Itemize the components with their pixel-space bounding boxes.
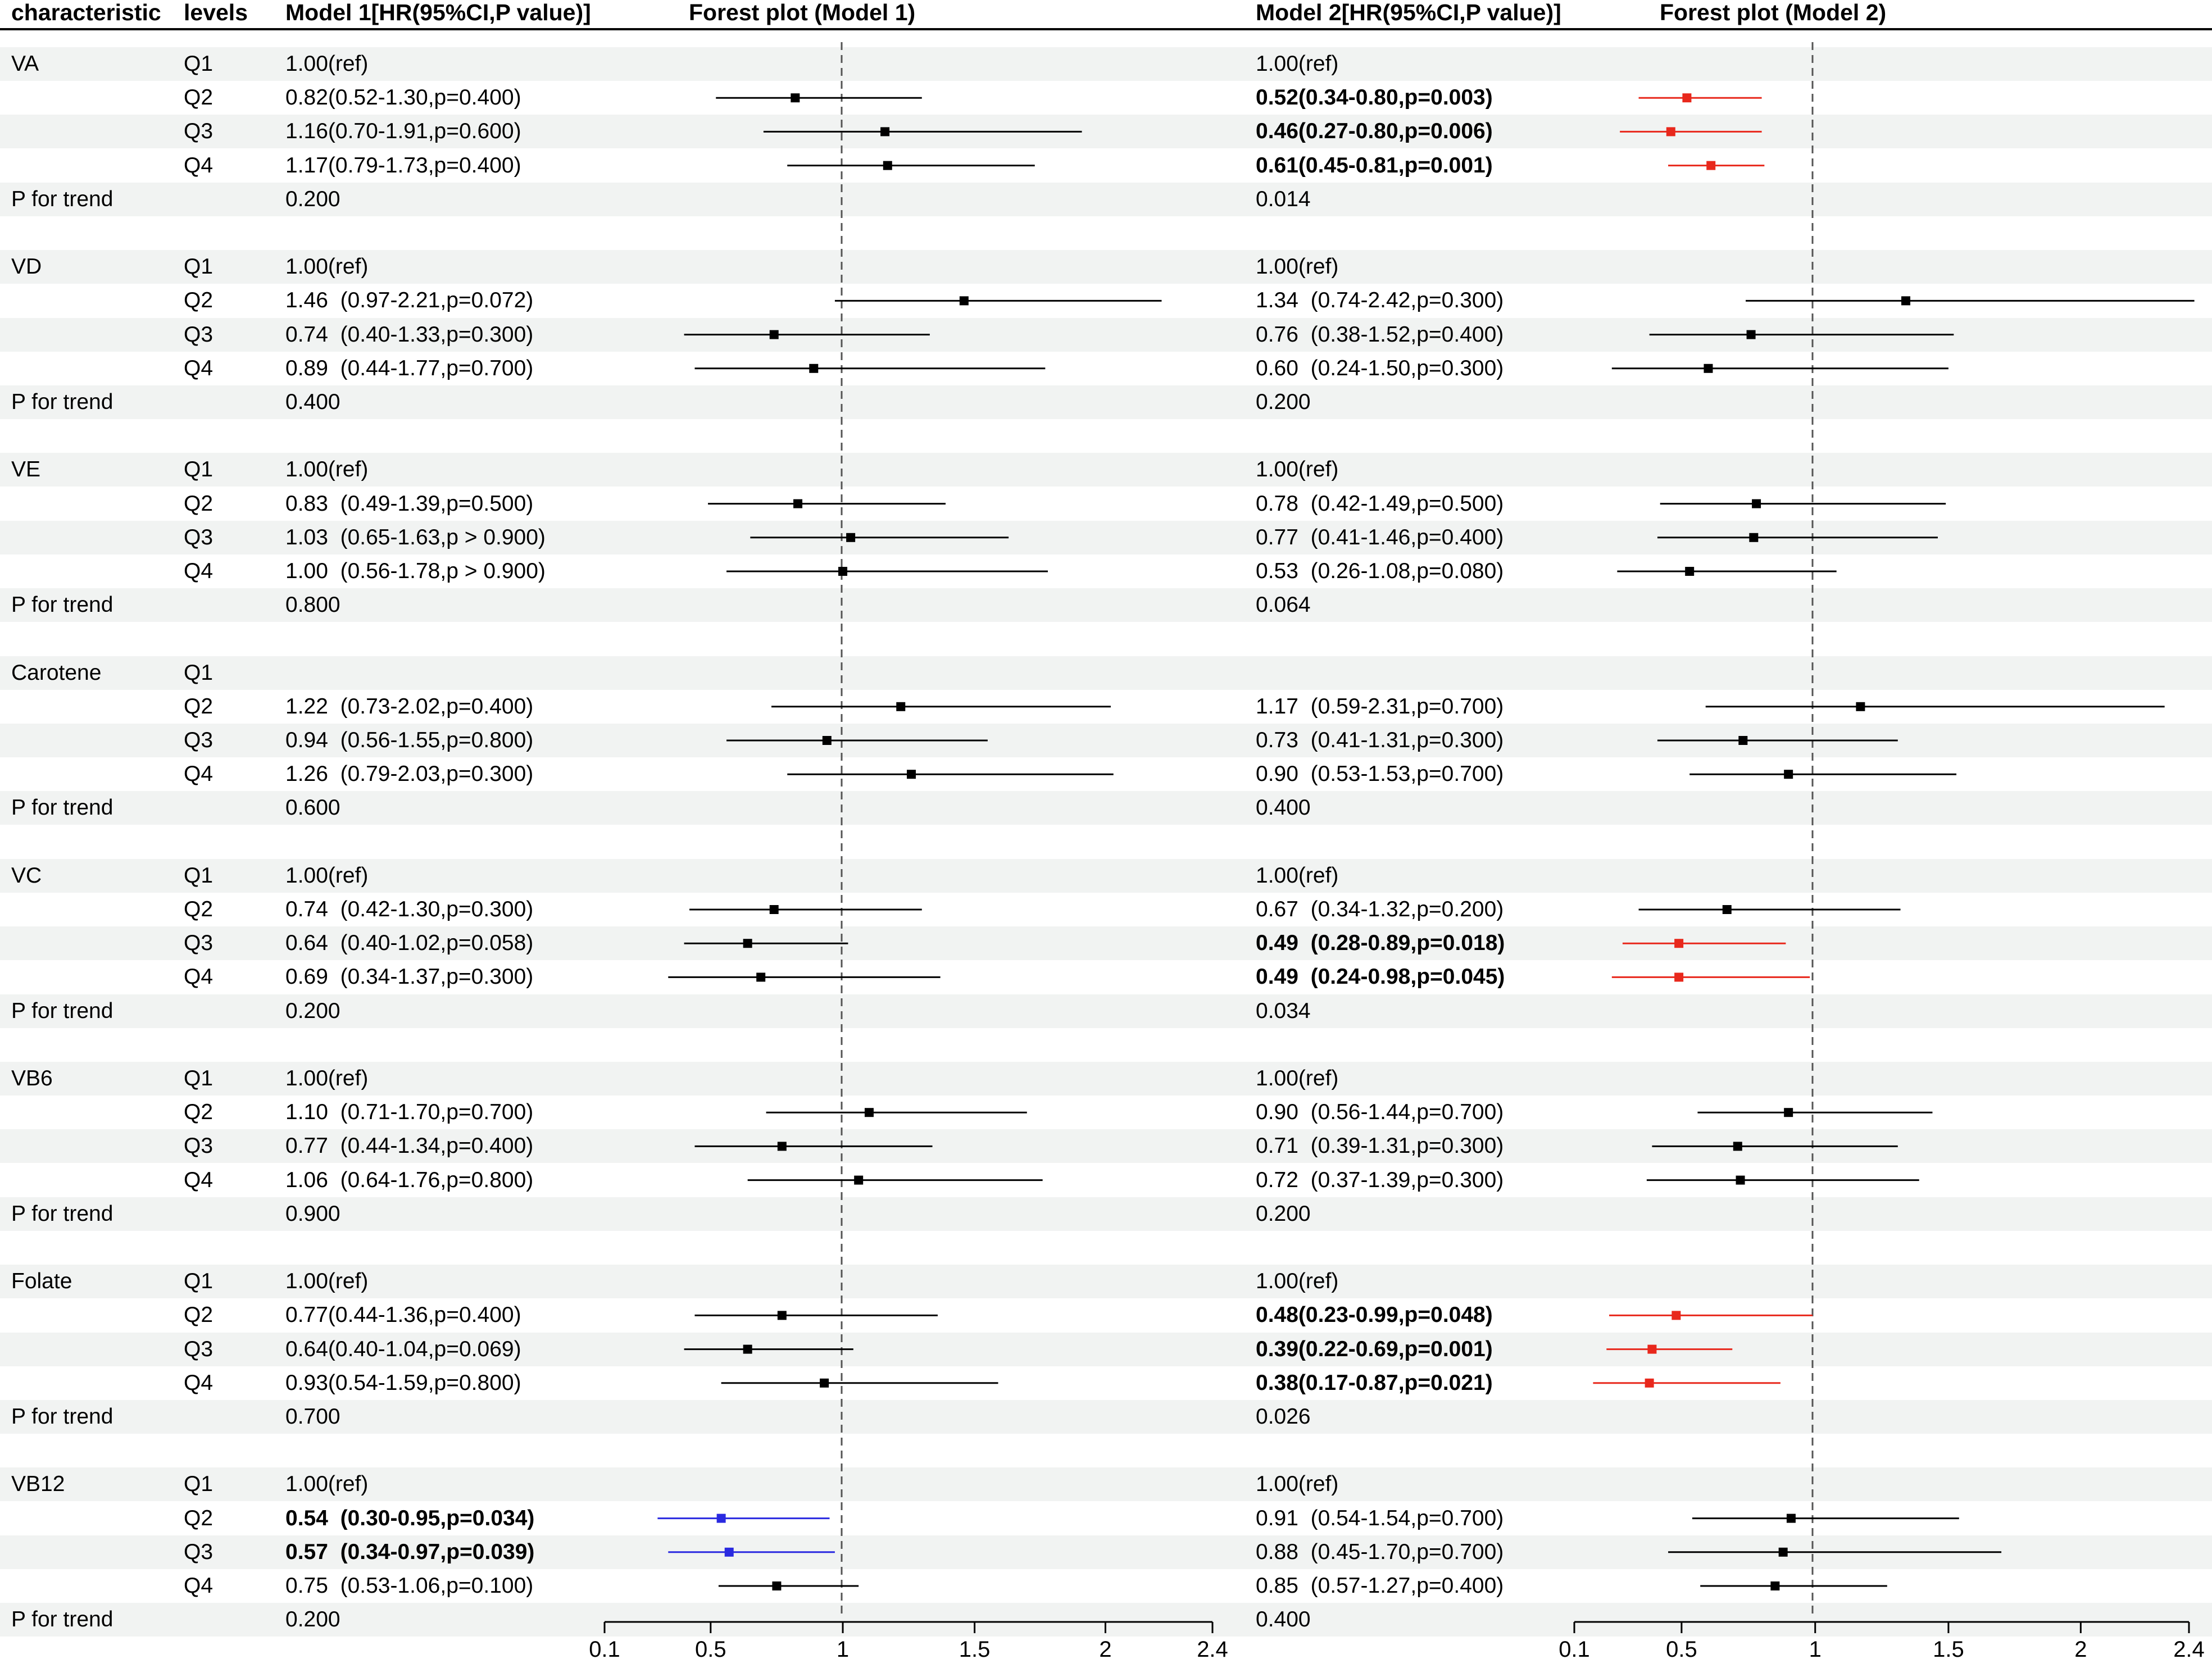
cell-model2: 0.48(0.23-0.99,p=0.048) <box>1256 1303 1493 1327</box>
cell-characteristic: P for trend <box>11 999 113 1023</box>
point-estimate-model1 <box>770 905 779 914</box>
cell-characteristic: P for trend <box>11 1405 113 1429</box>
point-estimate-model2 <box>1770 1581 1779 1590</box>
cell-model1: 1.00(ref) <box>285 457 369 481</box>
point-estimate-model1 <box>907 770 916 779</box>
cell-model1: 1.10 (0.71-1.70,p=0.700) <box>285 1100 534 1124</box>
point-estimate-model1 <box>883 161 892 170</box>
x-tick-label-model2: 1.5 <box>1933 1637 1964 1659</box>
cell-model2: 1.00(ref) <box>1256 457 1339 481</box>
cell-model2: 0.67 (0.34-1.32,p=0.200) <box>1256 897 1504 921</box>
point-estimate-model2 <box>1787 1514 1796 1523</box>
header-forest-plot-model2: Forest plot (Model 2) <box>1660 0 1887 25</box>
cell-level: Q4 <box>184 356 214 380</box>
x-tick-label-model1: 1.5 <box>959 1637 991 1659</box>
point-estimate-model2 <box>1747 330 1756 339</box>
cell-model1: 1.00(ref) <box>285 1066 369 1090</box>
cell-level: Q3 <box>184 525 214 549</box>
cell-model2: 0.49 (0.24-0.98,p=0.045) <box>1256 965 1505 989</box>
cell-model2: 0.034 <box>1256 999 1311 1023</box>
cell-model2: 1.17 (0.59-2.31,p=0.700) <box>1256 694 1504 719</box>
cell-model2: 1.00(ref) <box>1256 52 1339 76</box>
cell-model2: 0.200 <box>1256 1202 1311 1226</box>
cell-model1: 0.400 <box>285 390 340 414</box>
cell-level: Q4 <box>184 1371 214 1395</box>
cell-model1: 0.74 (0.42-1.30,p=0.300) <box>285 897 534 921</box>
cell-model2: 1.00(ref) <box>1256 1066 1339 1090</box>
cell-model2: 0.49 (0.28-0.89,p=0.018) <box>1256 931 1505 955</box>
cell-model1: 0.54 (0.30-0.95,p=0.034) <box>285 1506 535 1530</box>
cell-model2: 0.78 (0.42-1.49,p=0.500) <box>1256 492 1504 516</box>
cell-model1: 0.93(0.54-1.59,p=0.800) <box>285 1371 521 1395</box>
cell-model1: 0.64 (0.40-1.02,p=0.058) <box>285 931 534 955</box>
cell-model1: 1.00(ref) <box>285 254 369 279</box>
cell-level: Q3 <box>184 1337 214 1361</box>
cell-model2: 0.064 <box>1256 593 1311 617</box>
cell-model1: 1.06 (0.64-1.76,p=0.800) <box>285 1168 534 1192</box>
cell-level: Q4 <box>184 153 214 178</box>
cell-model2: 0.39(0.22-0.69,p=0.001) <box>1256 1337 1493 1361</box>
point-estimate-model1 <box>717 1514 726 1523</box>
x-tick-label-model2: 0.1 <box>1559 1637 1590 1659</box>
cell-level: Q1 <box>184 254 214 279</box>
cell-model1: 0.82(0.52-1.30,p=0.400) <box>285 85 521 110</box>
point-estimate-model1 <box>809 364 818 373</box>
point-estimate-model2 <box>1704 364 1713 373</box>
cell-level: Q4 <box>184 559 214 583</box>
header-model2: Model 2[HR(95%CI,P value)] <box>1256 0 1561 25</box>
x-tick-label-model2: 0.5 <box>1666 1637 1697 1659</box>
cell-characteristic: VB6 <box>11 1066 53 1090</box>
cell-model2: 0.90 (0.53-1.53,p=0.700) <box>1256 762 1504 786</box>
point-estimate-model2 <box>1784 770 1793 779</box>
cell-level: Q1 <box>184 52 214 76</box>
cell-characteristic: Folate <box>11 1269 72 1293</box>
cell-model1: 1.26 (0.79-2.03,p=0.300) <box>285 762 534 786</box>
cell-level: Q1 <box>184 457 214 481</box>
cell-model2: 0.76 (0.38-1.52,p=0.400) <box>1256 322 1504 347</box>
cell-model1: 0.74 (0.40-1.33,p=0.300) <box>285 322 534 347</box>
point-estimate-model2 <box>1647 1345 1656 1354</box>
cell-model2: 0.77 (0.41-1.46,p=0.400) <box>1256 525 1504 549</box>
cell-level: Q1 <box>184 1269 214 1293</box>
cell-level: Q3 <box>184 931 214 955</box>
point-estimate-model1 <box>793 499 802 508</box>
x-tick-label-model1: 2.4 <box>1197 1637 1228 1659</box>
cell-model1: 0.700 <box>285 1405 340 1429</box>
cell-model1: 0.75 (0.53-1.06,p=0.100) <box>285 1574 534 1598</box>
point-estimate-model1 <box>725 1548 734 1557</box>
cell-model2: 0.85 (0.57-1.27,p=0.400) <box>1256 1574 1504 1598</box>
cell-level: Q2 <box>184 85 214 110</box>
point-estimate-model1 <box>896 702 905 711</box>
cell-model2: 0.400 <box>1256 1607 1311 1631</box>
x-tick-label-model1: 0.1 <box>589 1637 620 1659</box>
point-estimate-model2 <box>1666 127 1675 136</box>
x-tick-label-model1: 2 <box>1099 1637 1112 1659</box>
cell-model1: 1.00(ref) <box>285 52 369 76</box>
point-estimate-model2 <box>1749 533 1758 542</box>
header-forest-plot-model1: Forest plot (Model 1) <box>689 0 916 25</box>
point-estimate-model1 <box>772 1581 781 1590</box>
point-estimate-model1 <box>854 1176 863 1185</box>
cell-model1: 1.00(ref) <box>285 863 369 888</box>
cell-characteristic: P for trend <box>11 187 113 211</box>
cell-level: Q1 <box>184 863 214 888</box>
cell-model1: 0.83 (0.49-1.39,p=0.500) <box>285 492 534 516</box>
cell-model2: 1.00(ref) <box>1256 863 1339 888</box>
point-estimate-model2 <box>1706 161 1715 170</box>
cell-model1: 0.89 (0.44-1.77,p=0.700) <box>285 356 534 380</box>
point-estimate-model1 <box>743 1345 752 1354</box>
cell-level: Q3 <box>184 1540 214 1564</box>
cell-level: Q2 <box>184 897 214 921</box>
cell-model2: 0.60 (0.24-1.50,p=0.300) <box>1256 356 1504 380</box>
cell-model1: 1.03 (0.65-1.63,p > 0.900) <box>285 525 546 549</box>
cell-model1: 1.16(0.70-1.91,p=0.600) <box>285 119 521 143</box>
point-estimate-model2 <box>1685 567 1694 576</box>
cell-model2: 0.46(0.27-0.80,p=0.006) <box>1256 119 1493 143</box>
point-estimate-model1 <box>770 330 779 339</box>
cell-model1: 0.200 <box>285 187 340 211</box>
cell-model2: 0.53 (0.26-1.08,p=0.080) <box>1256 559 1504 583</box>
cell-model2: 1.00(ref) <box>1256 254 1339 279</box>
header-levels: levels <box>184 0 248 25</box>
point-estimate-model1 <box>778 1142 787 1151</box>
cell-model2: 0.026 <box>1256 1405 1311 1429</box>
cell-characteristic: VB12 <box>11 1472 65 1496</box>
cell-model1: 0.600 <box>285 796 340 820</box>
cell-level: Q2 <box>184 1506 214 1530</box>
cell-model1: 1.46 (0.97-2.21,p=0.072) <box>285 288 534 312</box>
cell-model2: 1.00(ref) <box>1256 1269 1339 1293</box>
cell-characteristic: P for trend <box>11 390 113 414</box>
point-estimate-model2 <box>1738 736 1747 745</box>
cell-model2: 1.00(ref) <box>1256 1472 1339 1496</box>
point-estimate-model1 <box>846 533 855 542</box>
cell-model2: 0.38(0.17-0.87,p=0.021) <box>1256 1371 1493 1395</box>
point-estimate-model2 <box>1752 499 1761 508</box>
point-estimate-model2 <box>1856 702 1865 711</box>
point-estimate-model1 <box>960 296 969 305</box>
point-estimate-model2 <box>1645 1379 1654 1388</box>
point-estimate-model2 <box>1723 905 1732 914</box>
point-estimate-model1 <box>791 93 800 102</box>
cell-level: Q2 <box>184 1303 214 1327</box>
header-model1: Model 1[HR(95%CI,P value)] <box>285 0 591 25</box>
point-estimate-model2 <box>1672 1311 1680 1320</box>
point-estimate-model2 <box>1901 296 1910 305</box>
point-estimate-model2 <box>1736 1176 1745 1185</box>
point-estimate-model2 <box>1784 1108 1793 1117</box>
cell-model1: 0.900 <box>285 1202 340 1226</box>
cell-level: Q4 <box>184 1168 214 1192</box>
point-estimate-model1 <box>778 1311 787 1320</box>
cell-model2: 0.71 (0.39-1.31,p=0.300) <box>1256 1134 1504 1158</box>
cell-model1: 0.77(0.44-1.36,p=0.400) <box>285 1303 521 1327</box>
cell-model1: 1.00(ref) <box>285 1472 369 1496</box>
cell-model2: 0.91 (0.54-1.54,p=0.700) <box>1256 1506 1504 1530</box>
cell-level: Q4 <box>184 1574 214 1598</box>
cell-level: Q4 <box>184 762 214 786</box>
cell-level: Q2 <box>184 1100 214 1124</box>
cell-level: Q3 <box>184 322 214 347</box>
point-estimate-model1 <box>743 939 752 948</box>
cell-model2: 0.014 <box>1256 187 1311 211</box>
cell-model2: 0.400 <box>1256 796 1311 820</box>
cell-model2: 0.88 (0.45-1.70,p=0.700) <box>1256 1540 1504 1564</box>
cell-level: Q4 <box>184 965 214 989</box>
cell-model1: 0.200 <box>285 1607 340 1631</box>
cell-characteristic: P for trend <box>11 796 113 820</box>
cell-level: Q2 <box>184 288 214 312</box>
cell-model1: 1.17(0.79-1.73,p=0.400) <box>285 153 521 178</box>
cell-model1: 0.800 <box>285 593 340 617</box>
cell-model2: 1.34 (0.74-2.42,p=0.300) <box>1256 288 1504 312</box>
point-estimate-model1 <box>865 1108 874 1117</box>
x-tick-label-model2: 2.4 <box>2173 1637 2205 1659</box>
cell-model1: 0.64(0.40-1.04,p=0.069) <box>285 1337 521 1361</box>
cell-characteristic: VC <box>11 863 42 888</box>
cell-model1: 1.00 (0.56-1.78,p > 0.900) <box>285 559 546 583</box>
cell-model2: 0.52(0.34-0.80,p=0.003) <box>1256 85 1493 110</box>
cell-model1: 0.94 (0.56-1.55,p=0.800) <box>285 728 534 752</box>
cell-characteristic: P for trend <box>11 593 113 617</box>
cell-level: Q1 <box>184 661 214 685</box>
point-estimate-model2 <box>1779 1548 1788 1557</box>
cell-model2: 0.90 (0.56-1.44,p=0.700) <box>1256 1100 1504 1124</box>
cell-level: Q3 <box>184 1134 214 1158</box>
cell-level: Q2 <box>184 694 214 719</box>
x-tick-label-model2: 2 <box>2074 1637 2087 1659</box>
cell-model1: 0.57 (0.34-0.97,p=0.039) <box>285 1540 535 1564</box>
cell-model1: 0.69 (0.34-1.37,p=0.300) <box>285 965 534 989</box>
cell-characteristic: P for trend <box>11 1202 113 1226</box>
cell-model2: 0.73 (0.41-1.31,p=0.300) <box>1256 728 1504 752</box>
cell-level: Q1 <box>184 1472 214 1496</box>
point-estimate-model2 <box>1733 1142 1742 1151</box>
point-estimate-model1 <box>756 972 765 981</box>
cell-characteristic: Carotene <box>11 661 102 685</box>
point-estimate-model2 <box>1674 972 1683 981</box>
point-estimate-model2 <box>1674 939 1683 948</box>
cell-model1: 1.22 (0.73-2.02,p=0.400) <box>285 694 534 719</box>
x-tick-label-model2: 1 <box>1809 1637 1822 1659</box>
cell-model2: 0.61(0.45-0.81,p=0.001) <box>1256 153 1493 178</box>
cell-characteristic: VD <box>11 254 42 279</box>
cell-characteristic: VE <box>11 457 41 481</box>
point-estimate-model2 <box>1682 93 1691 102</box>
cell-level: Q3 <box>184 119 214 143</box>
cell-model1: 0.77 (0.44-1.34,p=0.400) <box>285 1134 534 1158</box>
point-estimate-model1 <box>838 567 847 576</box>
cell-model2: 0.72 (0.37-1.39,p=0.300) <box>1256 1168 1504 1192</box>
cell-level: Q2 <box>184 492 214 516</box>
cell-level: Q3 <box>184 728 214 752</box>
cell-model1: 1.00(ref) <box>285 1269 369 1293</box>
point-estimate-model1 <box>880 127 889 136</box>
cell-characteristic: P for trend <box>11 1607 113 1631</box>
cell-characteristic: VA <box>11 52 39 76</box>
cell-level: Q1 <box>184 1066 214 1090</box>
header-characteristic: characteristic <box>11 0 161 25</box>
x-tick-label-model1: 0.5 <box>695 1637 726 1659</box>
cell-model1: 0.200 <box>285 999 340 1023</box>
point-estimate-model1 <box>823 736 832 745</box>
cell-model2: 0.200 <box>1256 390 1311 414</box>
point-estimate-model1 <box>820 1379 829 1388</box>
x-tick-label-model1: 1 <box>836 1637 850 1659</box>
